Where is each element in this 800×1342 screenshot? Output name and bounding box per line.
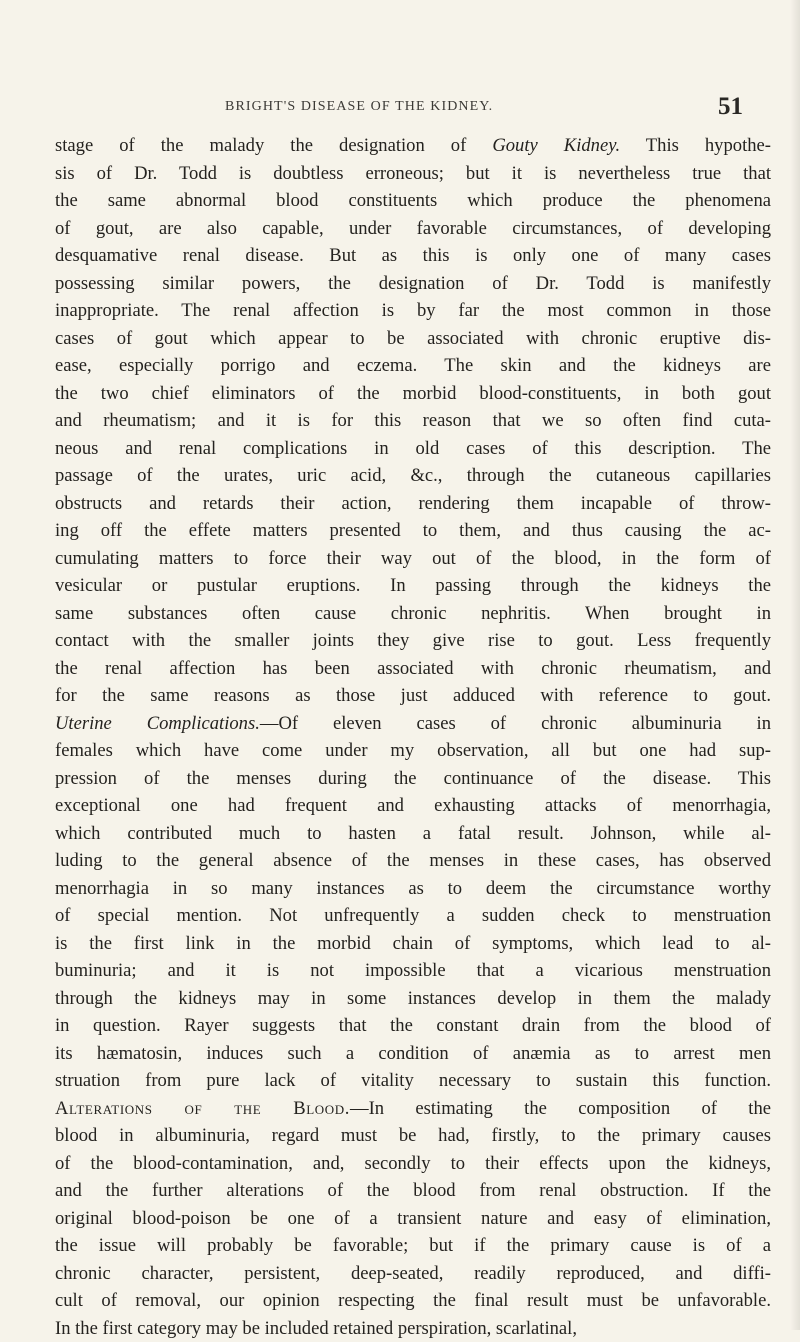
text-line — [55, 325, 771, 353]
text-line — [55, 1177, 771, 1205]
text-run: ing off the effete matters presented to them, and thus causing the ac- — [55, 520, 771, 541]
text-line — [55, 655, 771, 683]
small-caps-heading: Alterations of the Blood. — [55, 1098, 350, 1119]
text-line — [55, 1315, 771, 1342]
text-line — [55, 875, 771, 903]
text-line — [55, 1040, 771, 1068]
text-run: pression of the menses during the continuance of the disease. This — [55, 768, 771, 789]
text-line — [55, 1232, 771, 1260]
text-line — [55, 765, 771, 793]
text-run: its hæmatosin, induces such a condition of anæmia as to arrest men — [55, 1043, 771, 1064]
text-run: which contributed much to hasten a fatal result. Johnson, while al- — [55, 823, 771, 844]
text-line — [55, 985, 771, 1013]
text-run: cumulating matters to force their way out of the blood, in the form of — [55, 548, 771, 569]
text-run: the same abnormal blood constituents which produce the phenomena — [55, 190, 771, 211]
text-line — [55, 1095, 771, 1123]
text-line — [55, 1122, 771, 1150]
text-run: passage of the urates, uric acid, &c., through the cutaneous capillaries — [55, 465, 771, 486]
text-line — [55, 1067, 771, 1095]
text-run: the two chief eliminators of the morbid blood-constituents, in both gout — [55, 383, 771, 404]
italic-heading: Uterine Complications. — [55, 713, 260, 734]
text-run: —In estimating the composition of the — [350, 1098, 771, 1119]
text-run: menorrhagia in so many instances as to deem the circumstance worthy — [55, 878, 771, 899]
text-line — [55, 1205, 771, 1233]
text-run: the renal affection has been associated with chronic rheumatism, and — [55, 658, 771, 679]
text-line — [55, 490, 771, 518]
text-line — [55, 160, 771, 188]
text-line — [55, 1260, 771, 1288]
text-line — [55, 187, 771, 215]
text-run: blood in albuminuria, regard must be had, firstly, to the primary causes — [55, 1125, 771, 1146]
text-run: in question. Rayer suggests that the constant drain from the blood of — [55, 1015, 771, 1036]
text-run: of gout, are also capable, under favorable circumstances, of developing — [55, 218, 771, 239]
text-run: desquamative renal disease. But as this is only one of many cases — [55, 245, 771, 266]
text-run: cult of removal, our opinion respecting the final result must be unfavorable. — [55, 1290, 771, 1311]
text-line — [55, 957, 771, 985]
page-edge-shadow — [790, 0, 800, 1330]
text-run: through the kidneys may in some instances develop in them the malady — [55, 988, 771, 1009]
text-line — [55, 380, 771, 408]
text-run: cases of gout which appear to be associated with chronic eruptive dis- — [55, 328, 771, 349]
text-run: luding to the general absence of the menses in these cases, has observed — [55, 850, 771, 871]
text-run: for the same reasons as those just adduced with reference to gout. — [55, 685, 771, 706]
text-run: contact with the smaller joints they give rise to gout. Less frequently — [55, 630, 771, 651]
text-run: sis of Dr. Todd is doubtless erroneous; but it is nevertheless true that — [55, 163, 771, 184]
text-line — [55, 352, 771, 380]
text-line — [55, 407, 771, 435]
text-run: buminuria; and it is not impossible that a vicarious menstruation — [55, 960, 771, 981]
text-run: stage of the malady the designation of — [55, 135, 492, 156]
text-run: and rheumatism; and it is for this reason that we so often find cuta- — [55, 410, 771, 431]
text-line — [55, 462, 771, 490]
body-text — [55, 132, 771, 1342]
text-line — [55, 270, 771, 298]
text-run: possessing similar powers, the designation of Dr. Todd is manifestly — [55, 273, 771, 294]
text-run: exceptional one had frequent and exhausting attacks of menorrhagia, — [55, 795, 771, 816]
text-line — [55, 847, 771, 875]
text-run: neous and renal complications in old cases of this description. The — [55, 438, 771, 459]
text-line — [55, 710, 771, 738]
text-run: In the first category may be included retained perspiration, scarlatinal, — [55, 1318, 577, 1339]
text-line — [55, 1012, 771, 1040]
text-line — [55, 545, 771, 573]
text-line — [55, 517, 771, 545]
text-line — [55, 627, 771, 655]
text-line — [55, 242, 771, 270]
running-head: BRIGHT'S DISEASE OF THE KIDNEY. — [225, 99, 655, 115]
italic-heading: Gouty Kidney. — [492, 135, 620, 156]
text-line — [55, 682, 771, 710]
text-line — [55, 132, 771, 160]
text-run: original blood-poison be one of a transient nature and easy of elimination, — [55, 1208, 771, 1229]
text-line — [55, 1150, 771, 1178]
text-run: chronic character, persistent, deep-seated, readily reproduced, and diffi- — [55, 1263, 771, 1284]
text-line — [55, 435, 771, 463]
text-run: same substances often cause chronic nephritis. When brought in — [55, 603, 771, 624]
text-run: is the first link in the morbid chain of symptoms, which lead to al- — [55, 933, 771, 954]
text-line — [55, 215, 771, 243]
text-run: inappropriate. The renal affection is by far the most common in those — [55, 300, 771, 321]
text-run: of special mention. Not unfrequently a sudden check to menstruation — [55, 905, 771, 926]
page-number: 51 — [718, 93, 743, 121]
text-line — [55, 297, 771, 325]
text-run: vesicular or pustular eruptions. In passing through the kidneys the — [55, 575, 771, 596]
text-line — [55, 737, 771, 765]
text-run: obstructs and retards their action, rendering them incapable of throw- — [55, 493, 771, 514]
text-line — [55, 1287, 771, 1315]
text-run: females which have come under my observation, all but one had sup- — [55, 740, 771, 761]
text-line — [55, 792, 771, 820]
text-line — [55, 572, 771, 600]
text-run: the issue will probably be favorable; but if the primary cause is of a — [55, 1235, 771, 1256]
text-run: and the further alterations of the blood from renal obstruction. If the — [55, 1180, 771, 1201]
text-line — [55, 600, 771, 628]
text-run: —Of eleven cases of chronic albuminuria in — [260, 713, 771, 734]
text-run: This hypothe- — [620, 135, 771, 156]
text-run: struation from pure lack of vitality necessary to sustain this function. — [55, 1070, 771, 1091]
text-run: of the blood-contamination, and, secondly to their effects upon the kidneys, — [55, 1153, 771, 1174]
text-line — [55, 930, 771, 958]
text-line — [55, 820, 771, 848]
text-run: ease, especially porrigo and eczema. The skin and the kidneys are — [55, 355, 771, 376]
text-line — [55, 902, 771, 930]
